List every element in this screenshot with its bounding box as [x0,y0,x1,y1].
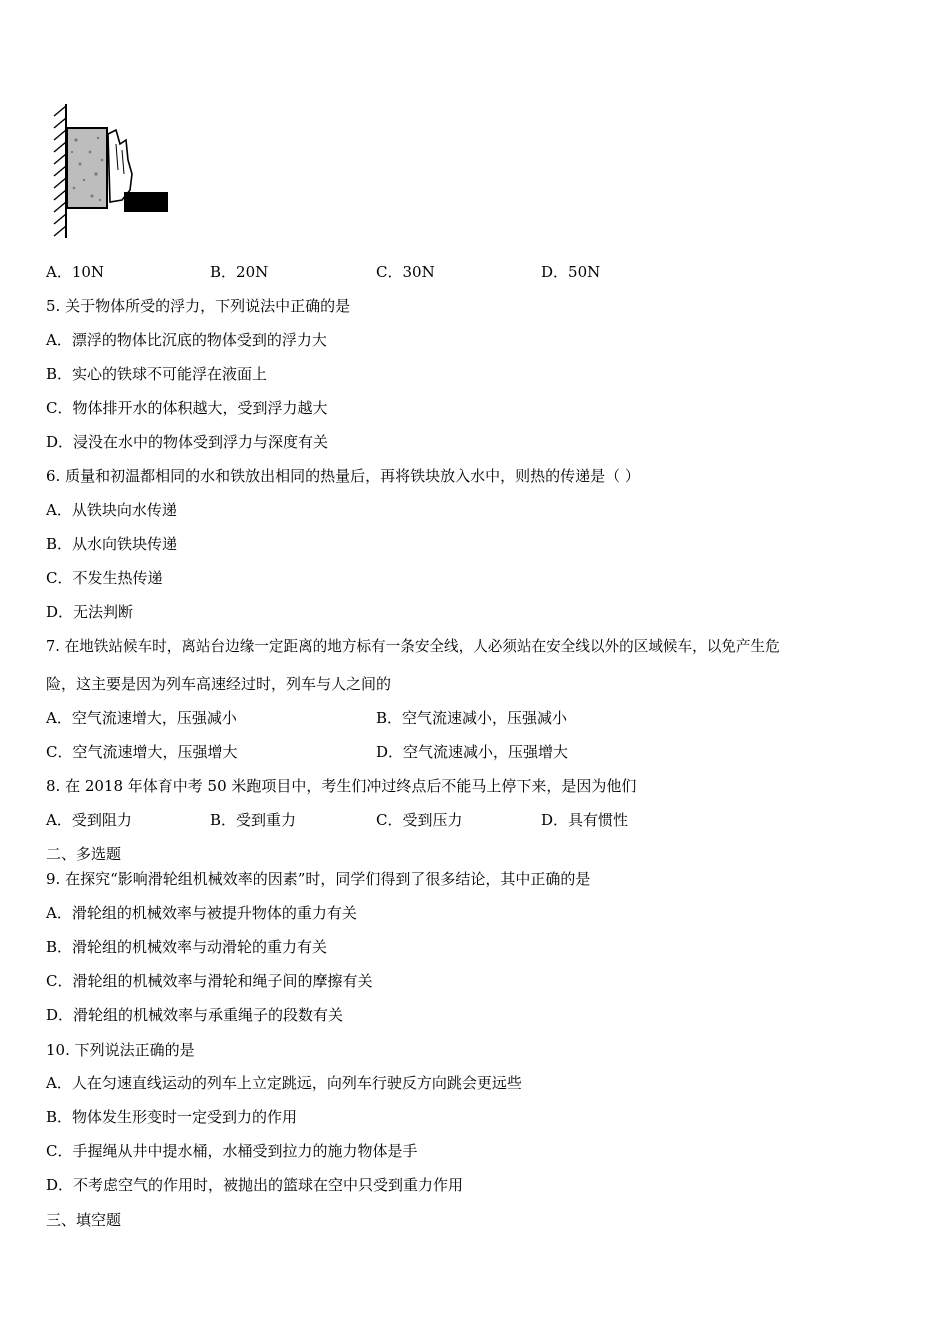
q7-option-c: C．空气流速增大，压强增大 [46,743,238,761]
q9-option-a: A．滑轮组的机械效率与被提升物体的重力有关 [46,904,357,922]
q8-option-a: A．受到阻力 [46,811,132,829]
section-3-heading: 三、填空题 [46,1211,122,1229]
section-2-heading: 二、多选题 [46,845,122,863]
q6-option-b: B．从水向铁块传递 [46,535,178,553]
q4-option-a: A．10N [46,263,105,281]
q7-stem-line2: 险，这主要是因为列车高速经过时，列车与人之间的 [46,675,392,693]
q7-option-d: D．空气流速减小，压强增大 [376,743,569,761]
q6-option-d: D．无法判断 [46,603,134,621]
q8-option-b: B．受到重力 [210,811,297,829]
q4-option-b: B．20N [210,263,269,281]
q6-option-c: C．不发生热传递 [46,569,163,587]
q5-option-c: C．物体排开水的体积越大，受到浮力越大 [46,399,328,417]
q5-option-b: B．实心的铁球不可能浮在液面上 [46,365,268,383]
q7-option-a: A．空气流速增大，压强减小 [46,709,237,727]
q7-stem-line1: 7. 在地铁站候车时，离站台边缘一定距离的地方标有一条安全线，人必须站在安全线以外的区域候车，以免产生危 [46,638,780,655]
q9-option-b: B．滑轮组的机械效率与动滑轮的重力有关 [46,938,328,956]
q5-option-a: A．漂浮的物体比沉底的物体受到的浮力大 [46,331,327,349]
q10-option-c: C．手握绳从井中提水桶，水桶受到拉力的施力物体是手 [46,1142,418,1160]
q7-option-b: B．空气流速减小，压强减小 [376,709,568,727]
q8-option-d: D．具有惯性 [541,811,629,829]
q4-option-d: D．50N [541,263,601,281]
q6-option-a: A．从铁块向水传递 [46,501,177,519]
q5-option-d: D．浸没在水中的物体受到浮力与深度有关 [46,433,329,451]
q10-option-d: D．不考虑空气的作用时，被抛出的篮球在空中只受到重力作用 [46,1176,464,1194]
q9-option-d: D．滑轮组的机械效率与承重绳子的段数有关 [46,1006,344,1024]
q9-stem: 9. 在探究“影响滑轮组机械效率的因素”时，同学们得到了很多结论，其中正确的是 [46,870,591,888]
q8-option-c: C．受到压力 [376,811,463,829]
q8-stem: 8. 在 2018 年体育中考 50 米跑项目中，考生们冲过终点后不能马上停下来，是因为他们 [46,777,637,795]
q10-stem: 10. 下列说法正确的是 [46,1041,195,1059]
q4-option-c: C．30N [376,263,435,281]
q6-stem: 6. 质量和初温都相同的水和铁放出相同的热量后，再将铁块放入水中，则热的传递是（ ） [46,467,640,485]
q9-option-c: C．滑轮组的机械效率与滑轮和绳子间的摩擦有关 [46,972,373,990]
block-wall-hand-figure [46,100,176,242]
q10-option-a: A．人在匀速直线运动的列车上立定跳远，向列车行驶反方向跳会更远些 [46,1074,522,1092]
q5-stem: 5. 关于物体所受的浮力，下列说法中正确的是 [46,297,351,315]
q10-option-b: B．物体发生形变时一定受到力的作用 [46,1108,298,1126]
